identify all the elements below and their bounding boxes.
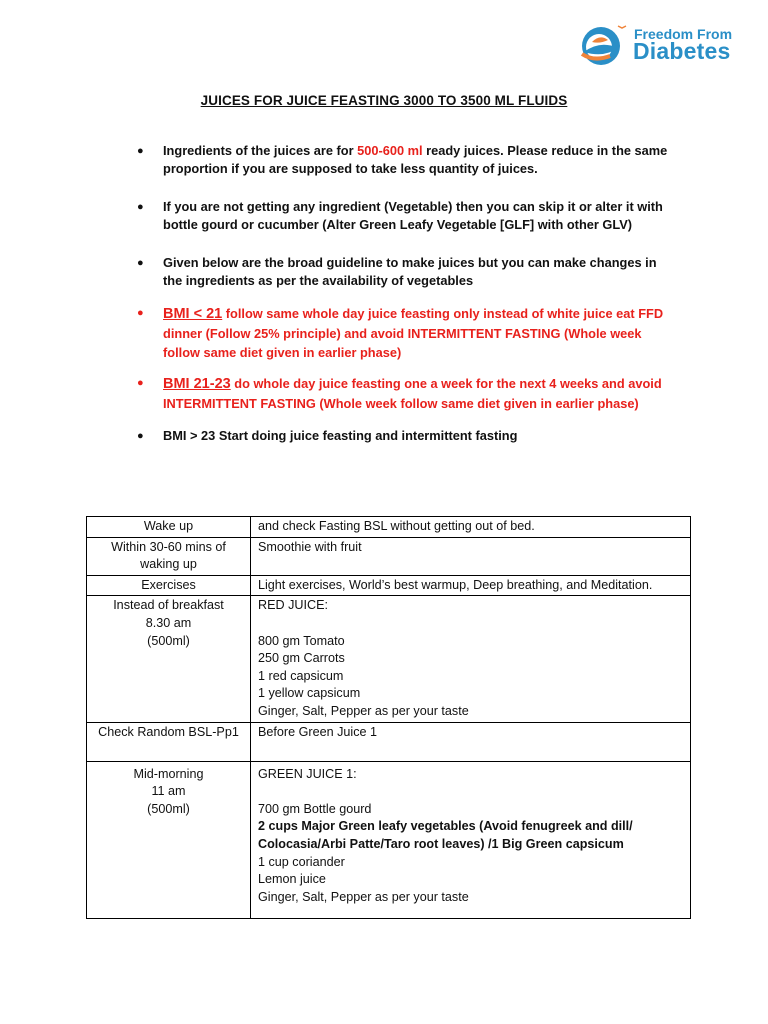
description-cell: Before Green Juice 1 [251,722,691,761]
recipe-item: 250 gm Carrots [258,651,345,666]
schedule-table [86,516,691,919]
page-title: JUICES FOR JUICE FEASTING 3000 TO 3500 ML FLUIDS [200,93,568,108]
list-item-bmi-21-23: ● BMI 21-23 do whole day juice feasting one a week for the next 4 weeks and avoid INTERMITTENT FASTING (Whole week follow same diet given in earlier phase) [137,376,662,411]
bmi-label: BMI 21-23 [163,376,231,392]
list-item: ● Ingredients of the juices are for 500-600 ml ready juices. Please reduce in the same proportion if you are supposed to take less quantity of juices. [137,143,668,176]
time-cell: Within 30-60 mins of waking up [87,537,251,575]
description-cell [251,761,691,919]
description-cell: Light exercises, World’s best warmup, Deep breathing, and Meditation. [251,575,691,596]
recipe-item: 2 cups Major Green leafy vegetables (Avoid fenugreek and dill/ Colocasia/Arbi Patte/Taro root leaves) /1 Big Green capsicum [258,819,633,851]
time-cell: Wake up [87,517,251,538]
recipe-item: 1 red capsicum [258,668,344,683]
recipe-item: Lemon juice [258,872,326,887]
description-cell [251,596,691,722]
recipe-item: 1 yellow capsicum [258,686,361,701]
recipe-heading: GREEN JUICE 1: [258,766,357,781]
list-item: ● BMI > 23 Start doing juice feasting and intermittent fasting [137,428,518,443]
brand-name-top: Freedom From [634,26,733,42]
recipe-item: 1 cup coriander [258,854,345,869]
bullet-icon: ● [137,257,144,269]
recipe-heading: RED JUICE: [258,598,328,613]
table-row [87,596,691,722]
bird-logo-icon [574,22,630,68]
description-cell: and check Fasting BSL without getting out of bed. [251,517,691,538]
recipe-item: 700 gm Bottle gourd [258,801,372,816]
brand-logo [574,18,744,70]
bmi-label: BMI < 21 [163,306,223,322]
list-item-bmi-under-21: ● BMI < 21 follow same whole day juice feasting only instead of white juice eat FFD dinner (Follow 25% principle) and avoid INTERMITTENT FASTING (Whole week follow same diet given in earlier phase) [137,306,664,360]
recipe-item: Ginger, Salt, Pepper as per your taste [258,703,469,718]
guideline-list [137,142,677,445]
time-cell: Exercises [87,575,251,596]
bullet-icon: ● [137,145,144,157]
table-row [87,537,691,575]
table-row [87,761,691,919]
recipe-item: Ginger, Salt, Pepper as per your taste [258,889,469,904]
time-cell: Mid-morning 11 am (500ml) [87,761,251,919]
bullet-icon: ● [137,307,144,319]
description-cell: Smoothie with fruit [251,537,691,575]
bullet-icon: ● [137,201,144,213]
list-item: ● Given below are the broad guideline to make juices but you can make changes in the ingredients as per the availability of vegetables [137,255,657,288]
bullet-icon: ● [137,377,144,389]
table-row [87,517,691,538]
brand-name-bottom: Diabetes [633,38,731,64]
list-item: ● If you are not getting any ingredient (Vegetable) then you can skip it or alter it with bottle gourd or cucumber (Alter Green Leafy Vegetable [GLF] with other GLV) [137,199,663,232]
bullet-icon: ● [137,430,144,442]
quantity-highlight: 500-600 ml [357,143,423,158]
table-row [87,575,691,596]
recipe-item: 800 gm Tomato [258,633,345,648]
time-cell: Check Random BSL-Pp1 [87,722,251,761]
time-cell: Instead of breakfast 8.30 am (500ml) [87,596,251,722]
table-row [87,722,691,761]
